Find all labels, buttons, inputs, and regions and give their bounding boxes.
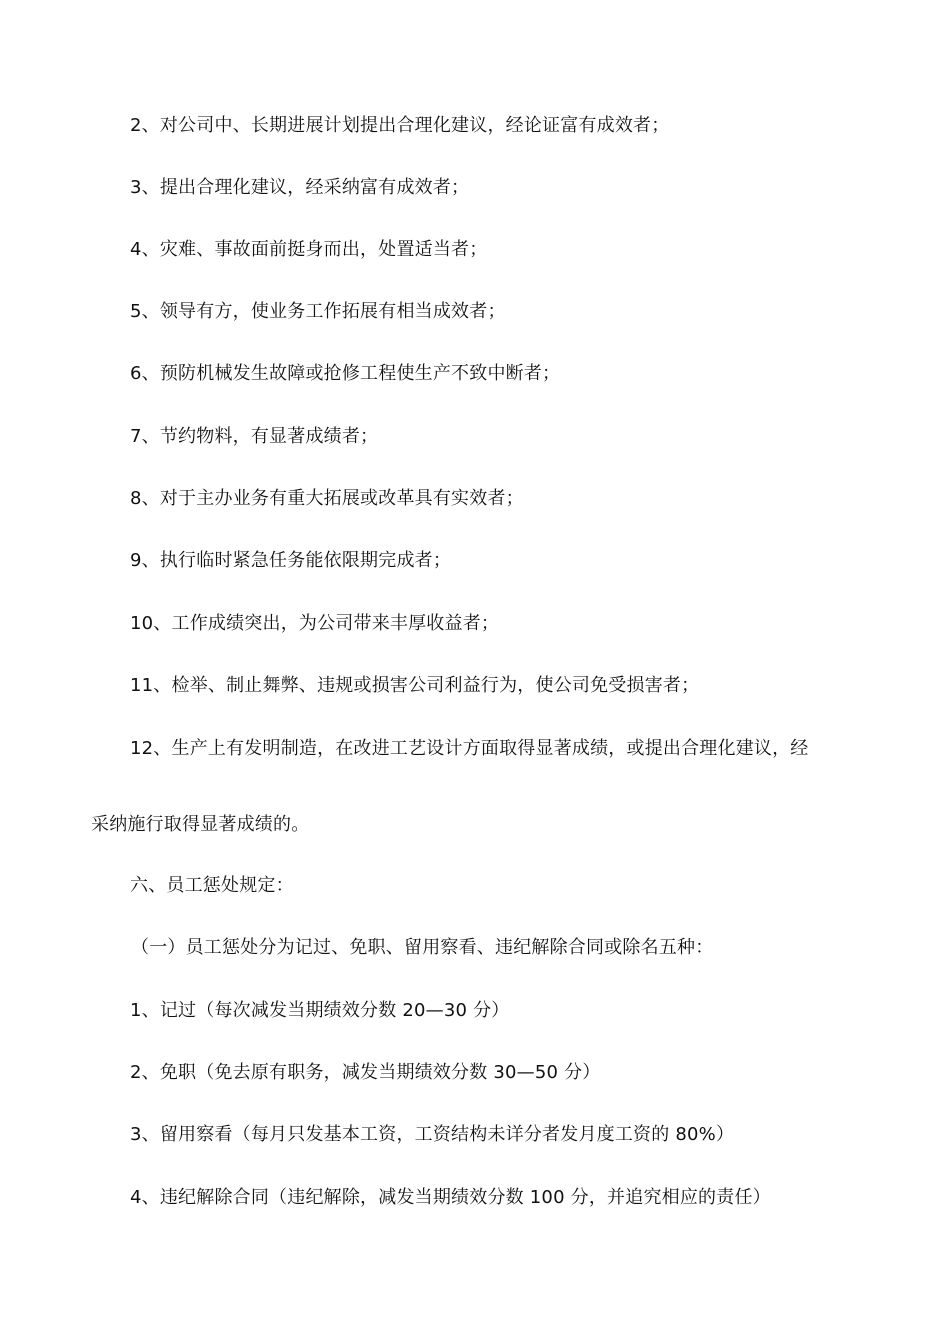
section-heading: 六、员工惩处规定： <box>130 875 294 896</box>
list-item: 11、检举、制止舞弊、违规或损害公司利益行为，使公司免受损害者； <box>130 675 700 696</box>
list-item: 4、灾难、事故面前挺身而出，处置适当者； <box>130 239 488 260</box>
list-item-continuation: 采纳施行取得显著成绩的。 <box>91 814 310 835</box>
list-item: 6、预防机械发生故障或抢修工程使生产不致中断者； <box>130 363 561 384</box>
list-item: 9、执行临时紧急任务能依限期完成者； <box>130 550 452 571</box>
list-item: 3、留用察看（每月只发基本工资，工资结构未详分者发月度工资的 80%） <box>130 1124 735 1145</box>
list-item: 10、工作成绩突出，为公司带来丰厚收益者； <box>130 613 500 634</box>
list-item: 8、对于主办业务有重大拓展或改革具有实效者； <box>130 488 524 509</box>
list-item: 4、违纪解除合同（违纪解除，减发当期绩效分数 100 分，并追究相应的责任） <box>130 1187 771 1208</box>
list-item: 2、对公司中、长期进展计划提出合理化建议，经论证富有成效者； <box>130 115 670 136</box>
list-item: 5、领导有方，使业务工作拓展有相当成效者； <box>130 301 506 322</box>
subsection-heading: （一）员工惩处分为记过、免职、留用察看、违纪解除合同或除名五种： <box>131 937 714 958</box>
list-item: 2、免职（免去原有职务，减发当期绩效分数 30—50 分） <box>130 1062 601 1083</box>
list-item: 7、节约物料，有显著成绩者； <box>130 426 379 447</box>
list-item: 12、生产上有发明制造，在改进工艺设计方面取得显著成绩，或提出合理化建议，经 <box>130 738 809 759</box>
list-item: 1、记过（每次减发当期绩效分数 20—30 分） <box>130 1000 510 1021</box>
list-item: 3、提出合理化建议，经采纳富有成效者； <box>130 177 470 198</box>
